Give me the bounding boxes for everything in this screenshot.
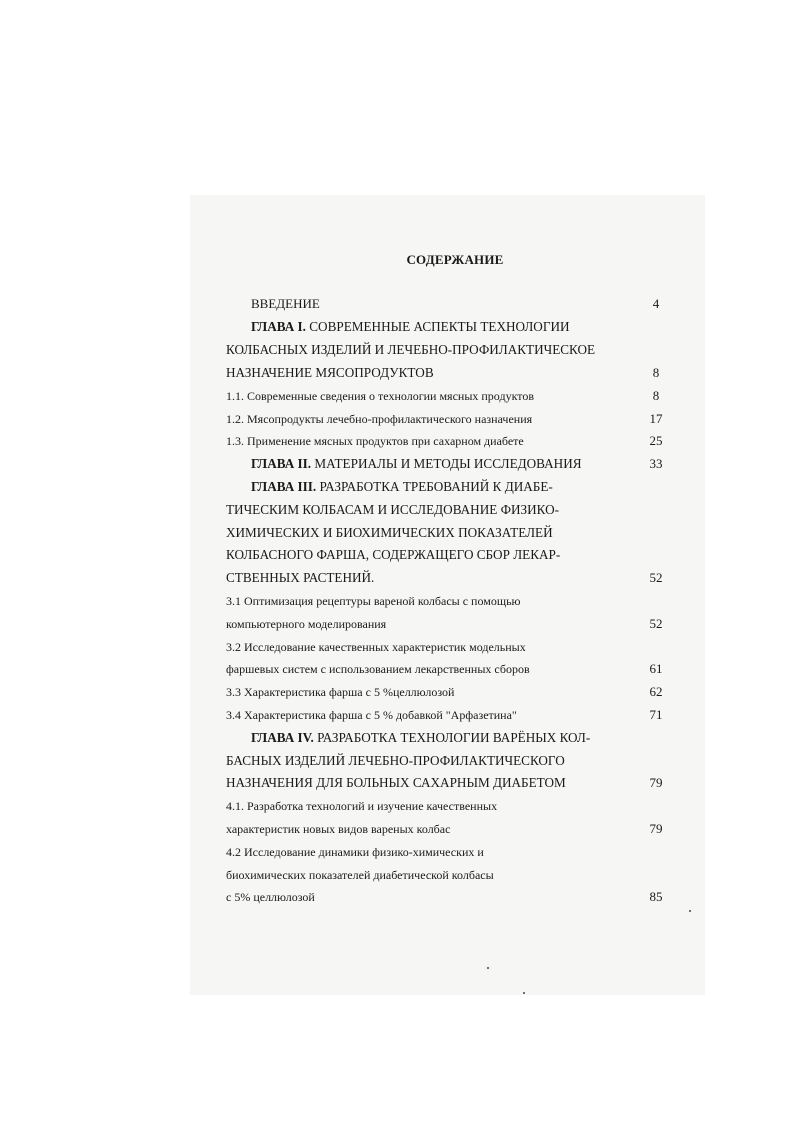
toc-page-number: 71 bbox=[649, 707, 663, 722]
toc-line: 4.2 Исследование динамики физико-химических и bbox=[226, 845, 484, 859]
toc-line: 1.1. Современные сведения о технологии мясных продуктов bbox=[226, 389, 534, 403]
toc-line: с 5% целлюлозой bbox=[226, 890, 315, 904]
toc-line: ГЛАВА I. СОВРЕМЕННЫЕ АСПЕКТЫ ТЕХНОЛОГИИ bbox=[251, 319, 570, 334]
toc-line: НАЗНАЧЕНИЯ ДЛЯ БОЛЬНЫХ САХАРНЫМ ДИАБЕТОМ bbox=[226, 775, 566, 790]
toc-page-number: 17 bbox=[649, 411, 663, 426]
toc-line: характеристик новых видов вареных колбас bbox=[226, 822, 451, 836]
scan-speck bbox=[487, 967, 489, 969]
toc-line: КОЛБАСНЫХ ИЗДЕЛИЙ И ЛЕЧЕБНО-ПРОФИЛАКТИЧЕСКОЕ bbox=[226, 342, 596, 357]
toc-line: 1.3. Применение мясных продуктов при сахарном диабете bbox=[226, 434, 524, 448]
toc-line: биохимических показателей диабетической колбасы bbox=[226, 868, 494, 882]
toc-page-number: 79 bbox=[649, 775, 663, 790]
toc-line: ГЛАВА III. РАЗРАБОТКА ТРЕБОВАНИЙ К ДИАБЕ- bbox=[251, 479, 553, 494]
toc-page-number: 33 bbox=[649, 456, 663, 471]
toc-line: 1.2. Мясопродукты лечебно-профилактического назначения bbox=[226, 412, 533, 426]
toc-page-number: 52 bbox=[649, 570, 663, 585]
toc-page-number: 61 bbox=[649, 661, 663, 676]
page-title: СОДЕРЖАНИЕ bbox=[406, 252, 504, 267]
toc-page-number: 4 bbox=[652, 296, 660, 311]
toc-line: СТВЕННЫХ РАСТЕНИЙ. bbox=[226, 570, 375, 585]
scan-speck bbox=[689, 910, 691, 912]
toc-line: 3.3 Характеристика фарша с 5 %целлюлозой bbox=[226, 685, 455, 699]
toc-line: ГЛАВА IV. РАЗРАБОТКА ТЕХНОЛОГИИ ВАРЁНЫХ КОЛ- bbox=[251, 730, 591, 745]
toc-page-number: 8 bbox=[652, 365, 660, 380]
toc-line: ГЛАВА II. МАТЕРИАЛЫ И МЕТОДЫ ИССЛЕДОВАНИЯ bbox=[251, 456, 582, 471]
toc-line: НАЗНАЧЕНИЕ МЯСОПРОДУКТОВ bbox=[226, 365, 434, 380]
toc-page-number: 62 bbox=[649, 684, 663, 699]
toc-line: 3.1 Оптимизация рецептуры вареной колбасы с помощью bbox=[226, 594, 521, 608]
toc-line: КОЛБАСНОГО ФАРША, СОДЕРЖАЩЕГО СБОР ЛЕКАР- bbox=[226, 547, 561, 562]
toc-page-number: 79 bbox=[649, 821, 663, 836]
toc-line: фаршевых систем с использованием лекарственных сборов bbox=[226, 662, 530, 676]
toc-line: 4.1. Разработка технологий и изучение качественных bbox=[226, 799, 498, 813]
toc-line: компьютерного моделирования bbox=[226, 617, 387, 631]
toc-page-number: 8 bbox=[652, 388, 660, 403]
toc-line: ВВЕДЕНИЕ bbox=[251, 296, 320, 311]
toc-page-number: 85 bbox=[649, 889, 663, 904]
toc-page-number: 25 bbox=[649, 433, 663, 448]
toc-line: БАСНЫХ ИЗДЕЛИЙ ЛЕЧЕБНО-ПРОФИЛАКТИЧЕСКОГО bbox=[226, 753, 565, 768]
scan-speck bbox=[523, 992, 525, 994]
toc-line: ТИЧЕСКИМ КОЛБАСАМ И ИССЛЕДОВАНИЕ ФИЗИКО- bbox=[226, 502, 560, 517]
toc-line: 3.2 Исследование качественных характеристик модельных bbox=[226, 640, 526, 654]
toc-line: ХИМИЧЕСКИХ И БИОХИМИЧЕСКИХ ПОКАЗАТЕЛЕЙ bbox=[226, 525, 553, 540]
toc-page-number: 52 bbox=[649, 616, 663, 631]
toc-line: 3.4 Характеристика фарша с 5 % добавкой "Арфазетина" bbox=[226, 708, 517, 722]
